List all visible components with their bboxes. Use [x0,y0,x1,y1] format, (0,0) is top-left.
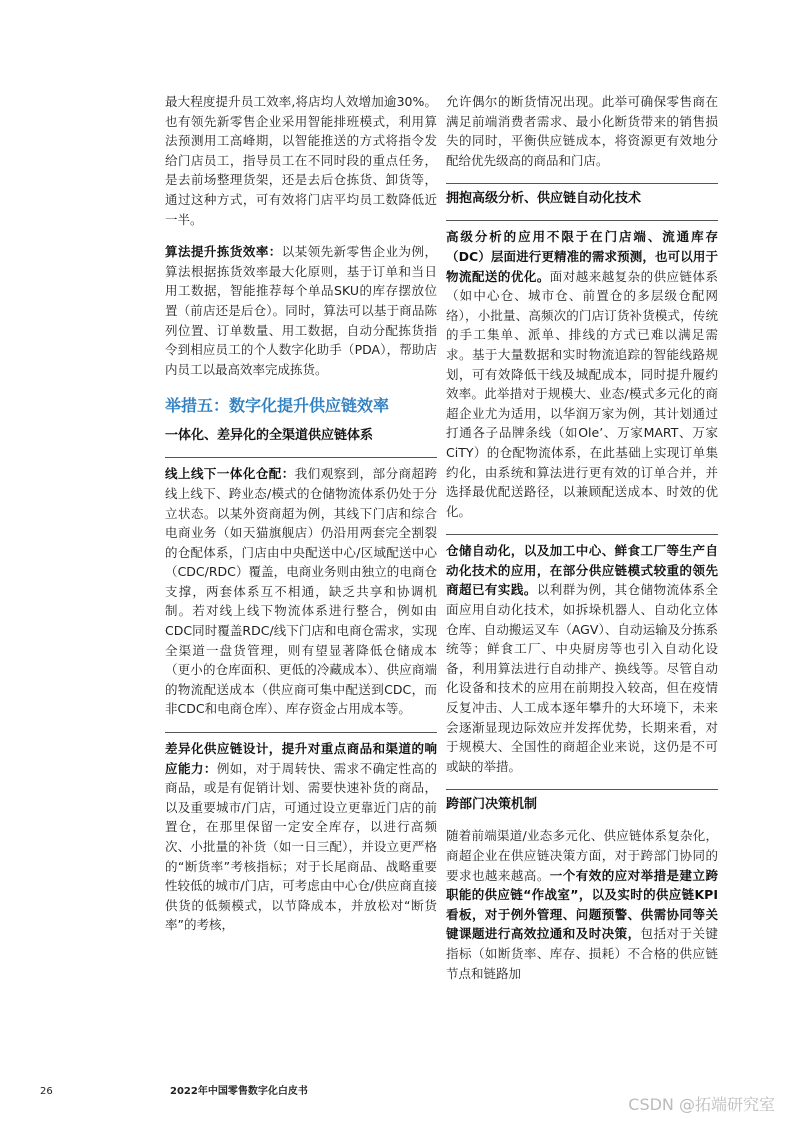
divider [446,534,718,535]
subsection-title: 跨部门决策机制 [446,797,538,813]
divider [446,789,718,790]
divider [446,220,718,221]
paragraph [165,739,437,935]
paragraph-text: 面对越来越复杂的供应链体系（如中心仓、城市仓、前置仓的多层级仓配网络），小批量、高频次的门店订货补货模式，传统的手工集单、派单、排线的方式已难以满足需求。基于大量数据和实时物流追踪的智能线路规划，可有效降低干线及城配成本，同时提升履约效率。此举措对于规模大、业态/模式多元化的商超企业尤为适用，以华润万家为例，其计划通过打通各子品牌条线（如Ole’、万家MART、万家CiTY）的仓配物流体系，在此基础上实现订单集约化，由系统和算法进行更有效的订单合并，并选择最优配送路径，以兼顾配送成本、时效的优化。 [446,268,718,519]
paragraph-lead: 高级分析的应用不限于在门店端、流通库存（DC）层面进行更精准的需求预测，也可以用于物流配送的优化。 [446,229,718,284]
subsection-title: 一体化、差异化的全渠道供应链体系 [165,428,374,444]
divider [165,732,437,733]
paragraph-text: 例如，对于周转快、需求不确定性高的商品，或是有促销计划、需要快速补货的商品，以及重要城市/门店，可通过设立更靠近门店的前置仓，在那里保留一定安全库存，以进行高频次、小批量的补货（如一日三配），并设立更严格的“断货率”考核指标；对于长尾商品、战略重要性较低的城市/门店，可考虑由中心仓/供应商直接供货的低频模式，以节降成本，并放松对“断货率”的考核， [165,760,437,933]
paragraph [446,826,718,983]
paragraph-lead: 线上线下一体化仓配： [165,466,295,482]
paragraph [165,464,437,719]
paragraph [165,92,437,229]
paragraph-text: 随着前端渠道/业态多元化、供应链体系复杂化，商超企业在供应链决策方面，对于跨部门协同的要求也越来越高。 [446,828,718,883]
paragraph [165,242,437,379]
paragraph [446,541,718,776]
divider [165,457,437,458]
divider [446,183,718,184]
section-title: 举措五：数字化提升供应链效率 [165,396,390,416]
right-column [446,92,718,996]
paragraph [446,92,718,170]
watermark: CSDN @拓端研究室 [628,1095,775,1114]
paragraph-text: 以利群为例，其仓储物流体系全面应用自动化技术，如拆垛机器人、自动化立体仓库、自动搬运叉车（AGV）、自动运输及分拣系统等；鲜食工厂、中央厨房等也引入自动化设备，利用算法进行自动排产、换线等。尽管自动化设备和技术的应用在前期投入较高，但在疫情反复冲击、人工成本逐年攀升的大环境下，未来会逐渐显现边际效应并发挥优势，长期来看，对于规模大、全国性的商超企业来说，这仍是不可或缺的举措。 [446,582,718,774]
paragraph [446,227,718,521]
paragraph-lead: 仓储自动化，以及加工中心、鲜食工厂等生产自动化技术的应用，在部分供应链模式较重的领先商超已有实践。 [446,543,718,598]
page-footer [40,1082,308,1097]
paragraph-lead: 算法提升拣货效率： [165,244,282,260]
paragraph-text: 我们观察到，部分商超跨线上线下、跨业态/模式的仓储物流体系仍处于分立状态。以某外资商超为例，其线下门店和综合电商业务（如天猫旗舰店）仍沿用两套完全割裂的仓配体系，门店由中央配送中心/区域配送中心（CDC/RDC）覆盖，电商业务则由独立的电商仓支撑，两套体系互不相通，缺乏共享和协调机制。若对线上线下物流体系进行整合，例如由CDC同时覆盖RDC/线下门店和电商仓需求，实现全渠道一盘货管理，则有望显著降低仓储成本（更小的仓库面积、更低的冷藏成本）、供应商端的物流配送成本（供应商可集中配送到CDC，而非CDC和电商仓库）、库存资金占用成本等。 [165,466,437,717]
paragraph-emphasis: 一个有效的应对举措是建立跨职能的供应链“作战室”，以及实时的供应链KPI看板，对于例外管理、问题预警、供需协同等关键课题进行高效拉通和及时决策， [446,867,718,942]
paragraph-text: 允许偶尔的断货情况出现。此举可确保零售商在满足前端消费者需求、最小化断货带来的销售损失的同时，平衡供应链成本，将资源更有效地分配给优先级高的商品和门店。 [446,94,718,168]
footer-title: 2022年中国零售数字化白皮书 [170,1086,308,1097]
paragraph-text: 包括对于关键指标（如断货率、库存、损耗）不合格的供应链节点和链路加 [446,926,718,981]
paragraph-lead: 差异化供应链设计，提升对重点商品和渠道的响应能力： [165,741,437,776]
paragraph-text: 最大程度提升员工效率,将店均人效增加逾30%。也有领先新零售企业采用智能排班模式，利用算法预测用工高峰期，以智能推送的方式将指令发给门店员工，指导员工在不同时段的重点任务，是去前场整理货架，还是去后仓拣货、卸货等，通过这种方式，可有效将门店平均员工数降低近一半。 [165,94,437,227]
paragraph-text: 以某领先新零售企业为例，算法根据拣货效率最大化原则，基于订单和当日用工数据，智能推荐每个单品SKU的库存摆放位置（前店还是后仓）。同时，算法可以基于商品陈列位置、订单数量、用工数据，自动分配拣货指令到相应员工的个人数字化助手（PDA），帮助店内员工以最高效率完成拣货。 [165,244,437,377]
left-column [165,92,437,948]
subsection-title: 拥抱高级分析、供应链自动化技术 [446,191,642,207]
page-number: 26 [40,1086,53,1097]
